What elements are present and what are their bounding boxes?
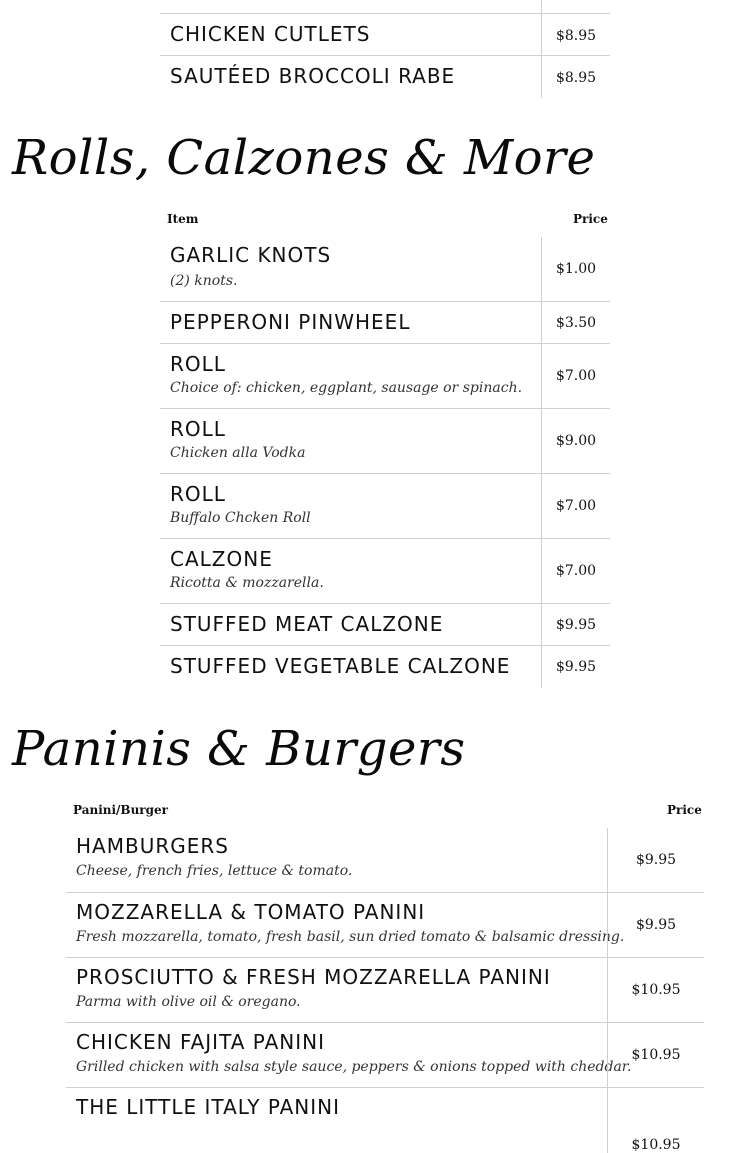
menu-item-row <box>66 958 704 1023</box>
item-price: $7.00 <box>541 539 610 603</box>
item-name: PROSCIUTTO & FRESH MOZZARELLA PANINI <box>76 965 551 989</box>
item-price: $9.95 <box>607 828 704 892</box>
menu-item-row <box>160 14 610 56</box>
item-price: $9.95 <box>541 604 610 645</box>
item-price <box>541 0 610 13</box>
item-description: Fresh mozzarella, tomato, fresh basil, sun dried tomato & balsamic dressing. <box>76 929 625 945</box>
rolls-menu-table <box>160 237 610 688</box>
menu-item-row <box>66 1088 704 1153</box>
section-title-paninis: Paninis & Burgers <box>12 721 466 777</box>
menu-item-row <box>160 302 610 344</box>
section-title-rolls: Rolls, Calzones & More <box>12 130 596 186</box>
item-name: THE LITTLE ITALY PANINI <box>76 1095 340 1119</box>
item-name: HAMBURGERS <box>76 834 229 858</box>
item-name: CALZONE <box>170 547 273 571</box>
column-header-price: Price <box>667 803 702 817</box>
menu-item-row <box>160 604 610 646</box>
item-price: $8.95 <box>541 56 610 98</box>
item-name: MOZZARELLA & TOMATO PANINI <box>76 900 426 924</box>
menu-item-row <box>160 409 610 474</box>
menu-item-row <box>160 539 610 604</box>
column-header-item: Item <box>167 212 199 226</box>
item-description: Cheese, french fries, lettuce & tomato. <box>76 863 353 879</box>
item-description: Choice of: chicken, eggplant, sausage or spinach. <box>170 380 523 396</box>
column-header-price: Price <box>573 212 608 226</box>
item-description: Buffalo Chcken Roll <box>170 510 311 526</box>
menu-item-row <box>160 474 610 539</box>
menu-item-row <box>160 56 610 98</box>
item-description: Ricotta & mozzarella. <box>170 575 324 591</box>
paninis-menu-table <box>66 828 704 1153</box>
item-description: (2) knots. <box>170 273 238 289</box>
item-name: CHICKEN FAJITA PANINI <box>76 1030 325 1054</box>
item-name: STUFFED VEGETABLE CALZONE <box>170 654 511 678</box>
item-name: ROLL <box>170 417 226 441</box>
menu-item-row <box>66 893 704 958</box>
menu-item-row <box>160 237 610 302</box>
top-menu-table <box>160 0 610 98</box>
item-price: $7.00 <box>541 344 610 408</box>
item-description: Grilled chicken with salsa style sauce, peppers & onions topped with cheddar. <box>76 1059 632 1075</box>
item-price: $10.95 <box>607 958 704 1022</box>
item-price: $7.00 <box>541 474 610 538</box>
column-header-item: Panini/Burger <box>73 803 168 817</box>
item-description: Chicken alla Vodka <box>170 445 306 461</box>
item-name: GARLIC KNOTS <box>170 243 332 267</box>
item-description: Parma with olive oil & oregano. <box>76 994 301 1010</box>
item-name: CHICKEN CUTLETS <box>170 22 371 46</box>
item-name: ROLL <box>170 352 226 376</box>
item-price: $10.95 <box>607 1023 704 1087</box>
item-name: STUFFED MEAT CALZONE <box>170 612 444 636</box>
item-price: $3.50 <box>541 302 610 343</box>
item-name: PEPPERONI PINWHEEL <box>170 310 411 334</box>
menu-item-row <box>160 0 610 14</box>
item-name: SAUTÉED BROCCOLI RABE <box>170 64 456 88</box>
menu-item-row <box>66 1023 704 1088</box>
menu-item-row <box>160 344 610 409</box>
item-price: $9.95 <box>607 893 704 957</box>
item-price: $1.00 <box>541 237 610 301</box>
menu-item-row <box>160 646 610 688</box>
menu-item-row <box>66 828 704 893</box>
item-price: $8.95 <box>541 14 610 55</box>
item-name: ROLL <box>170 482 226 506</box>
item-price: $10.95 <box>607 1088 704 1153</box>
item-price: $9.00 <box>541 409 610 473</box>
item-price: $9.95 <box>541 646 610 688</box>
